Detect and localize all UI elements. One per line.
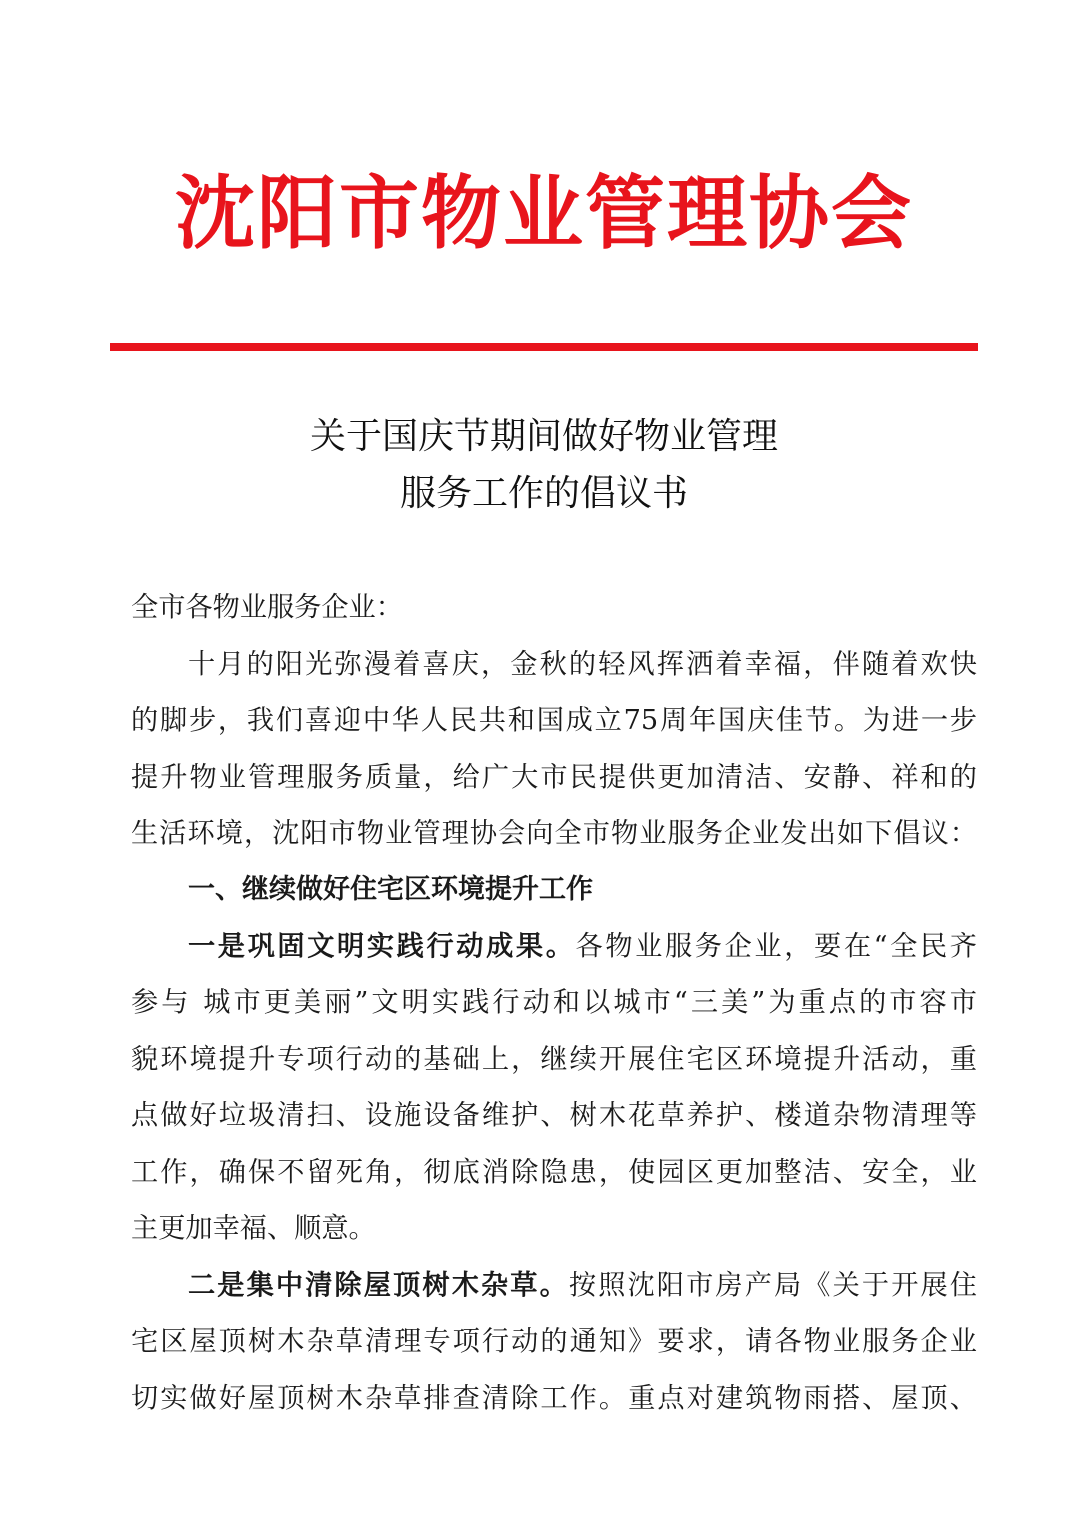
item-2-first-line — [188, 1266, 977, 1306]
intro-line-4: 生活环境，沈阳市物业管理协会向全市物业服务企业发出如下倡议： — [131, 818, 977, 849]
intro-line-3: 提升物业管理服务质量，给广大市民提供更加清洁、安静、祥和的 — [131, 762, 977, 793]
intro-line-2: 的脚步，我们喜迎中华人民共和国成立75周年国庆佳节。为进一步 — [131, 705, 977, 736]
item-2-line-2: 宅区屋顶树木杂草清理专项行动的通知》要求，请各物业服务企业 — [131, 1326, 977, 1357]
item-1-line-5: 工作，确保不留死角，彻底消除隐患，使园区更加整洁、安全，业 — [131, 1157, 977, 1188]
item-2-line-3: 切实做好屋顶树木杂草排查清除工作。重点对建筑物雨搭、屋顶、 — [131, 1383, 977, 1414]
item-1-first-rest: 各物业服务企业，要在“全民齐 — [575, 931, 977, 962]
item-1-line-6: 主更加幸福、顺意。 — [131, 1213, 376, 1244]
item-2-first-rest: 按照沈阳市房产局《关于开展住 — [568, 1270, 977, 1301]
item-1-line-3: 貌环境提升专项行动的基础上，继续开展住宅区环境提升活动，重 — [131, 1044, 977, 1075]
section-1-heading: 一、继续做好住宅区环境提升工作 — [188, 874, 593, 905]
item-2-lead: 二是集中清除屋顶树木杂草。 — [188, 1270, 569, 1301]
org-name-heading: 沈阳市物业管理协会 — [175, 167, 913, 260]
document-title-line-1: 关于国庆节期间做好物业管理 — [309, 416, 778, 457]
item-1-line-4: 点做好垃圾清扫、设施设备维护、树木花草养护、楼道杂物清理等 — [131, 1100, 977, 1131]
item-1-line-2: 参与 城市更美丽”文明实践行动和以城市“三美”为重点的市容市 — [131, 987, 977, 1018]
item-1-first-line — [188, 927, 977, 967]
intro-line-1: 十月的阳光弥漫着喜庆，金秋的轻风挥洒着幸福，伴随着欢快 — [188, 649, 977, 680]
item-1-lead: 一是巩固文明实践行动成果。 — [188, 931, 576, 962]
document-title-line-2: 服务工作的倡议书 — [399, 473, 688, 514]
salutation: 全市各物业服务企业： — [131, 592, 403, 623]
red-divider-rule — [110, 343, 978, 351]
